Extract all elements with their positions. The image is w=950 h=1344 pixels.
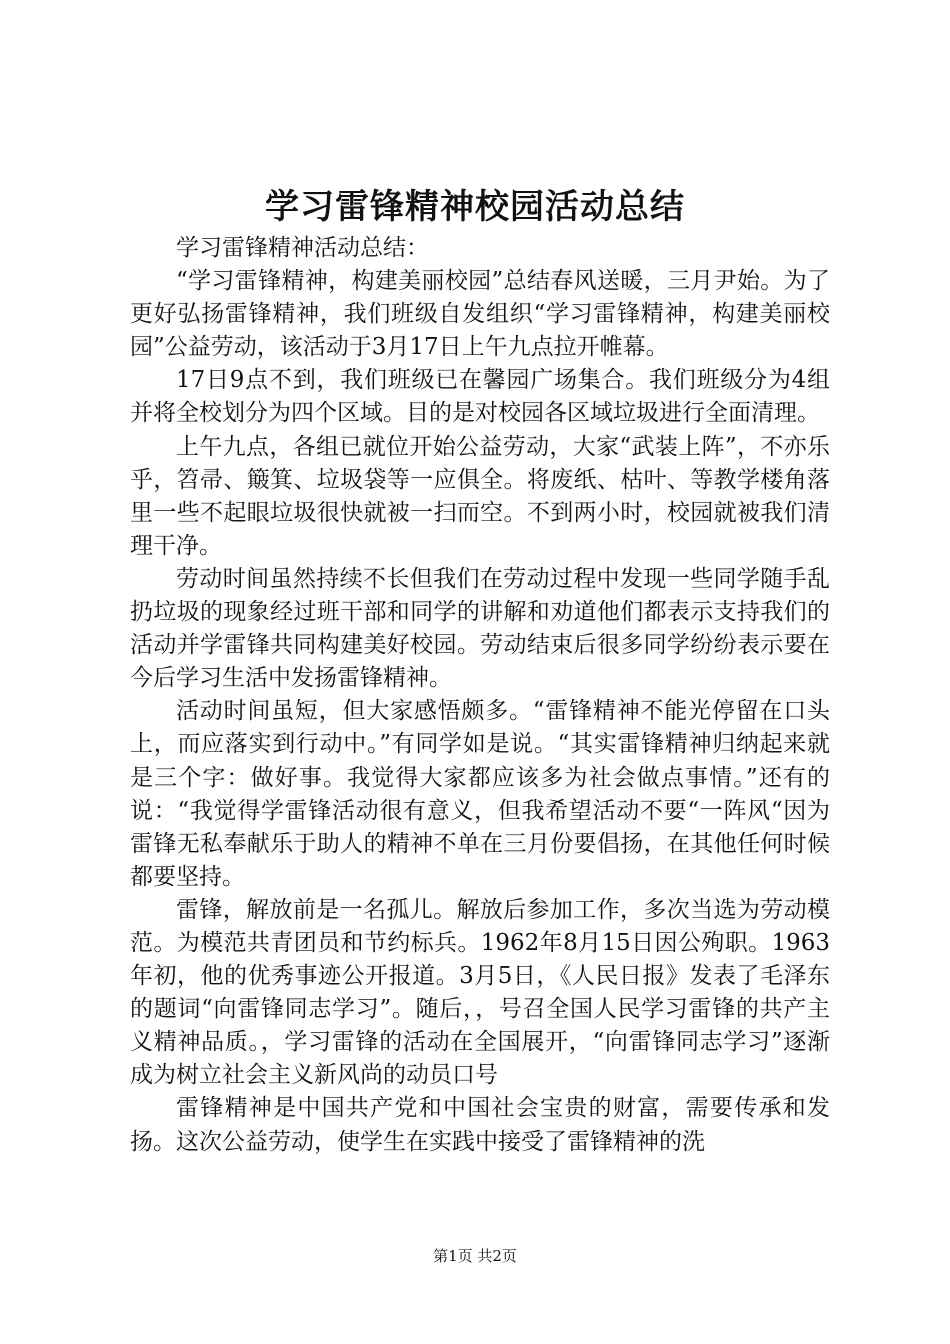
paragraph-lei-feng-history: 雷锋，解放前是一名孤儿。解放后参加工作，多次当选为劳动模范。为模范共青团员和节约标兵。1962年8月15日因公殉职。1963年初，他的优秀事迹公开报道。3月5日，《人民日报》发表了毛泽东的题词“向雷锋同志学习”。随后，，号召全国人民学习雷锋的共产主义精神品质。，学习雷锋的活动在全国展开，“向雷锋同志学习”逐渐成为树立社会主义新风尚的动员口号: [130, 896, 830, 1089]
paragraph-gathering: 17日9点不到，我们班级已在馨园广场集合。我们班级分为4组并将全校划分为四个区域。目的是对校园各区域垃圾进行全面清理。: [130, 367, 830, 427]
paragraph-activity-start: “学习雷锋精神，构建美丽校园”总结春风送暖，三月尹始。为了更好弘扬雷锋精神，我们班级自发组织“学习雷锋精神，构建美丽校园”公益劳动，该活动于3月17日上午九点拉开帷幕。: [130, 268, 830, 361]
document-title: 学习雷锋精神校园活动总结: [265, 187, 685, 227]
paragraph-reflections: 活动时间虽短，但大家感悟颇多。“雷锋精神不能光停留在口头上，而应落实到行动中。”有同学如是说。“其实雷锋精神归纳起来就是三个字：做好事。我觉得大家都应该多为社会做点事情。”还有的说：“我觉得学雷锋活动很有意义，但我希望活动不要“一阵风“因为雷锋无私奉献乐于助人的精神不单在三月份要倡扬，在其他任何时候都要坚持。: [130, 698, 830, 890]
document-body: [130, 232, 830, 1159]
page-footer: 第1页 共2页: [433, 1247, 517, 1265]
paragraph-intro: 学习雷锋精神活动总结：: [176, 235, 429, 261]
paragraph-conclusion: 雷锋精神是中国共产党和中国社会宝贵的财富，需要传承和发扬。这次公益劳动，使学生在实践中接受了雷锋精神的洗: [130, 1095, 830, 1155]
paragraph-cleaning: 上午九点，各组已就位开始公益劳动，大家“武装上阵”，不亦乐乎，笤帚、簸箕、垃圾袋等一应俱全。将废纸、枯叶、等教学楼角落里一些不起眼垃圾很快就被一扫而空。不到两小时，校园就被我们清理干净。: [130, 433, 830, 559]
paragraph-discovery: 劳动时间虽然持续不长但我们在劳动过程中发现一些同学随手乱扔垃圾的现象经过班干部和同学的讲解和劝道他们都表示支持我们的活动并学雷锋共同构建美好校园。劳动结束后很多同学纷纷表示要在今后学习生活中发扬雷锋精神。: [130, 565, 830, 692]
